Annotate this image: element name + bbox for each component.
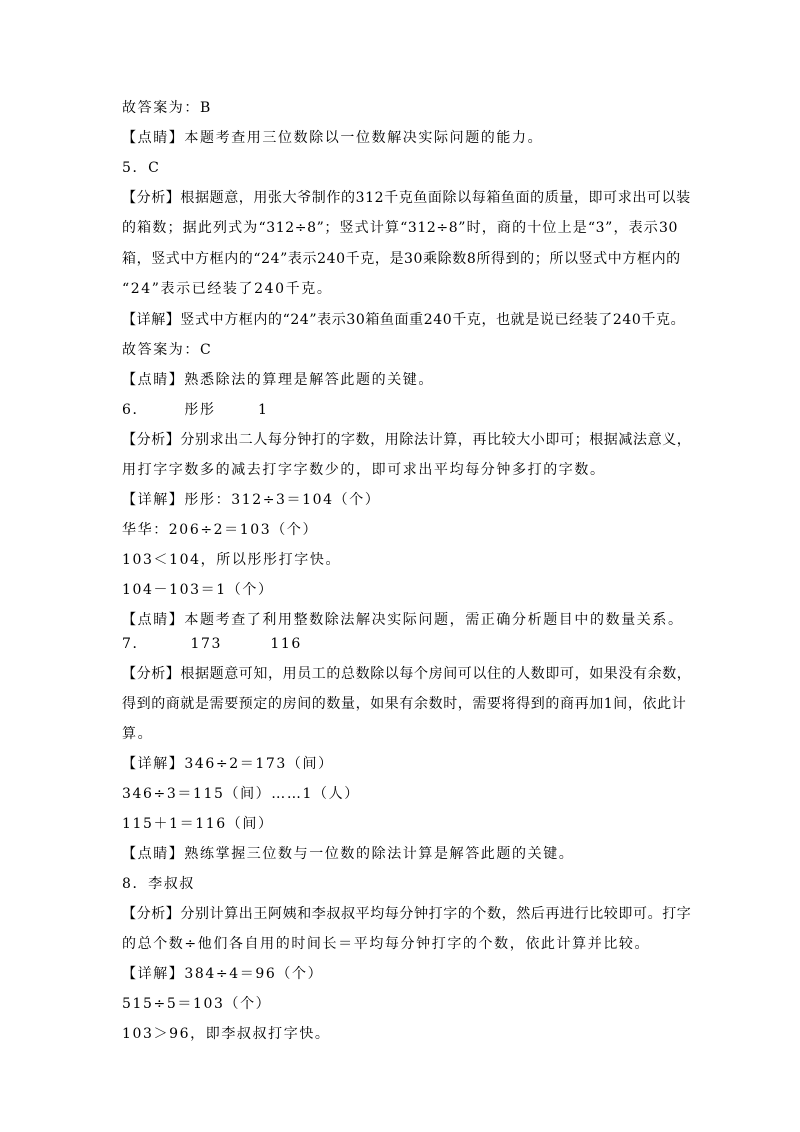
analysis-line: “24”表示已经装了240千克。 [122, 281, 333, 297]
question-number: 7． 173 116 [122, 636, 302, 652]
analysis-line: 【分析】分别计算出王阿姨和李叔叔平均每分钟打字的个数，然后再进行比较即可。打字 [122, 906, 692, 922]
detail-line: 【详解】竖式中方框内的“24”表示30箱鱼面重240千克，也就是说已经装了240千克。 [122, 312, 686, 328]
analysis-line: 的箱数；据此列式为“312÷8”；竖式计算“312÷8”时，商的十位上是“3”，表示30 [122, 220, 678, 236]
detail-line: 103＞96，即李叔叔打字快。 [122, 1026, 331, 1042]
detail-line: 346÷3＝115（间）……1（人） [122, 786, 360, 802]
analysis-line: 算。 [122, 726, 154, 742]
question-number: 8．李叔叔 [122, 876, 195, 892]
detail-line: 【详解】384÷4＝96（个） [122, 966, 324, 982]
answer-line: 故答案为：C [122, 342, 213, 358]
analysis-line: 【分析】根据题意，用张大爷制作的312千克鱼面除以每箱鱼面的质量，即可求出可以装 [122, 190, 691, 206]
analysis-line: 得到的商就是需要预定的房间的数量，如果有余数时，需要将得到的商再加1间，依此计 [122, 696, 687, 712]
detail-line: 104－103＝1（个） [122, 582, 274, 598]
detail-line: 华华：206÷2＝103（个） [122, 522, 319, 538]
comment-line: 【点睛】本题考查了利用整数除法解决实际问题，需正确分析题目中的数量关系。 [122, 612, 684, 628]
analysis-line: 【分析】分别求出二人每分钟打的字数，用除法计算，再比较大小即可；根据减法意义， [122, 432, 692, 448]
detail-line: 103＜104，所以彤彤打字快。 [122, 552, 342, 568]
detail-line: 【详解】346÷2＝173（间） [122, 756, 334, 772]
answer-line: 故答案为：B [122, 100, 212, 116]
detail-line: 【详解】彤彤：312÷3＝104（个） [122, 492, 381, 508]
detail-line: 115＋1＝116（间） [122, 816, 274, 832]
analysis-line: 用打字字数多的减去打字字数少的，即可求出平均每分钟多打的字数。 [122, 462, 606, 478]
analysis-line: 的总个数÷他们各自用的时间长＝平均每分钟打字的个数，依此计算并比较。 [122, 936, 651, 952]
question-number: 6． 彤彤 1 [122, 402, 269, 418]
analysis-line: 【分析】根据题意可知，用员工的总数除以每个房间可以住的人数即可，如果没有余数， [122, 666, 692, 682]
question-number: 5．C [122, 160, 161, 176]
analysis-line: 箱，竖式中方框内的“24”表示240千克，是30乘除数8所得到的；所以竖式中方框内的 [122, 251, 681, 267]
comment-line: 【点睛】本题考查用三位数除以一位数解决实际问题的能力。 [122, 130, 544, 146]
comment-line: 【点睛】熟悉除法的算理是解答此题的关键。 [122, 372, 434, 388]
detail-line: 515÷5＝103（个） [122, 996, 272, 1012]
comment-line: 【点睛】熟练掌握三位数与一位数的除法计算是解答此题的关键。 [122, 846, 575, 862]
